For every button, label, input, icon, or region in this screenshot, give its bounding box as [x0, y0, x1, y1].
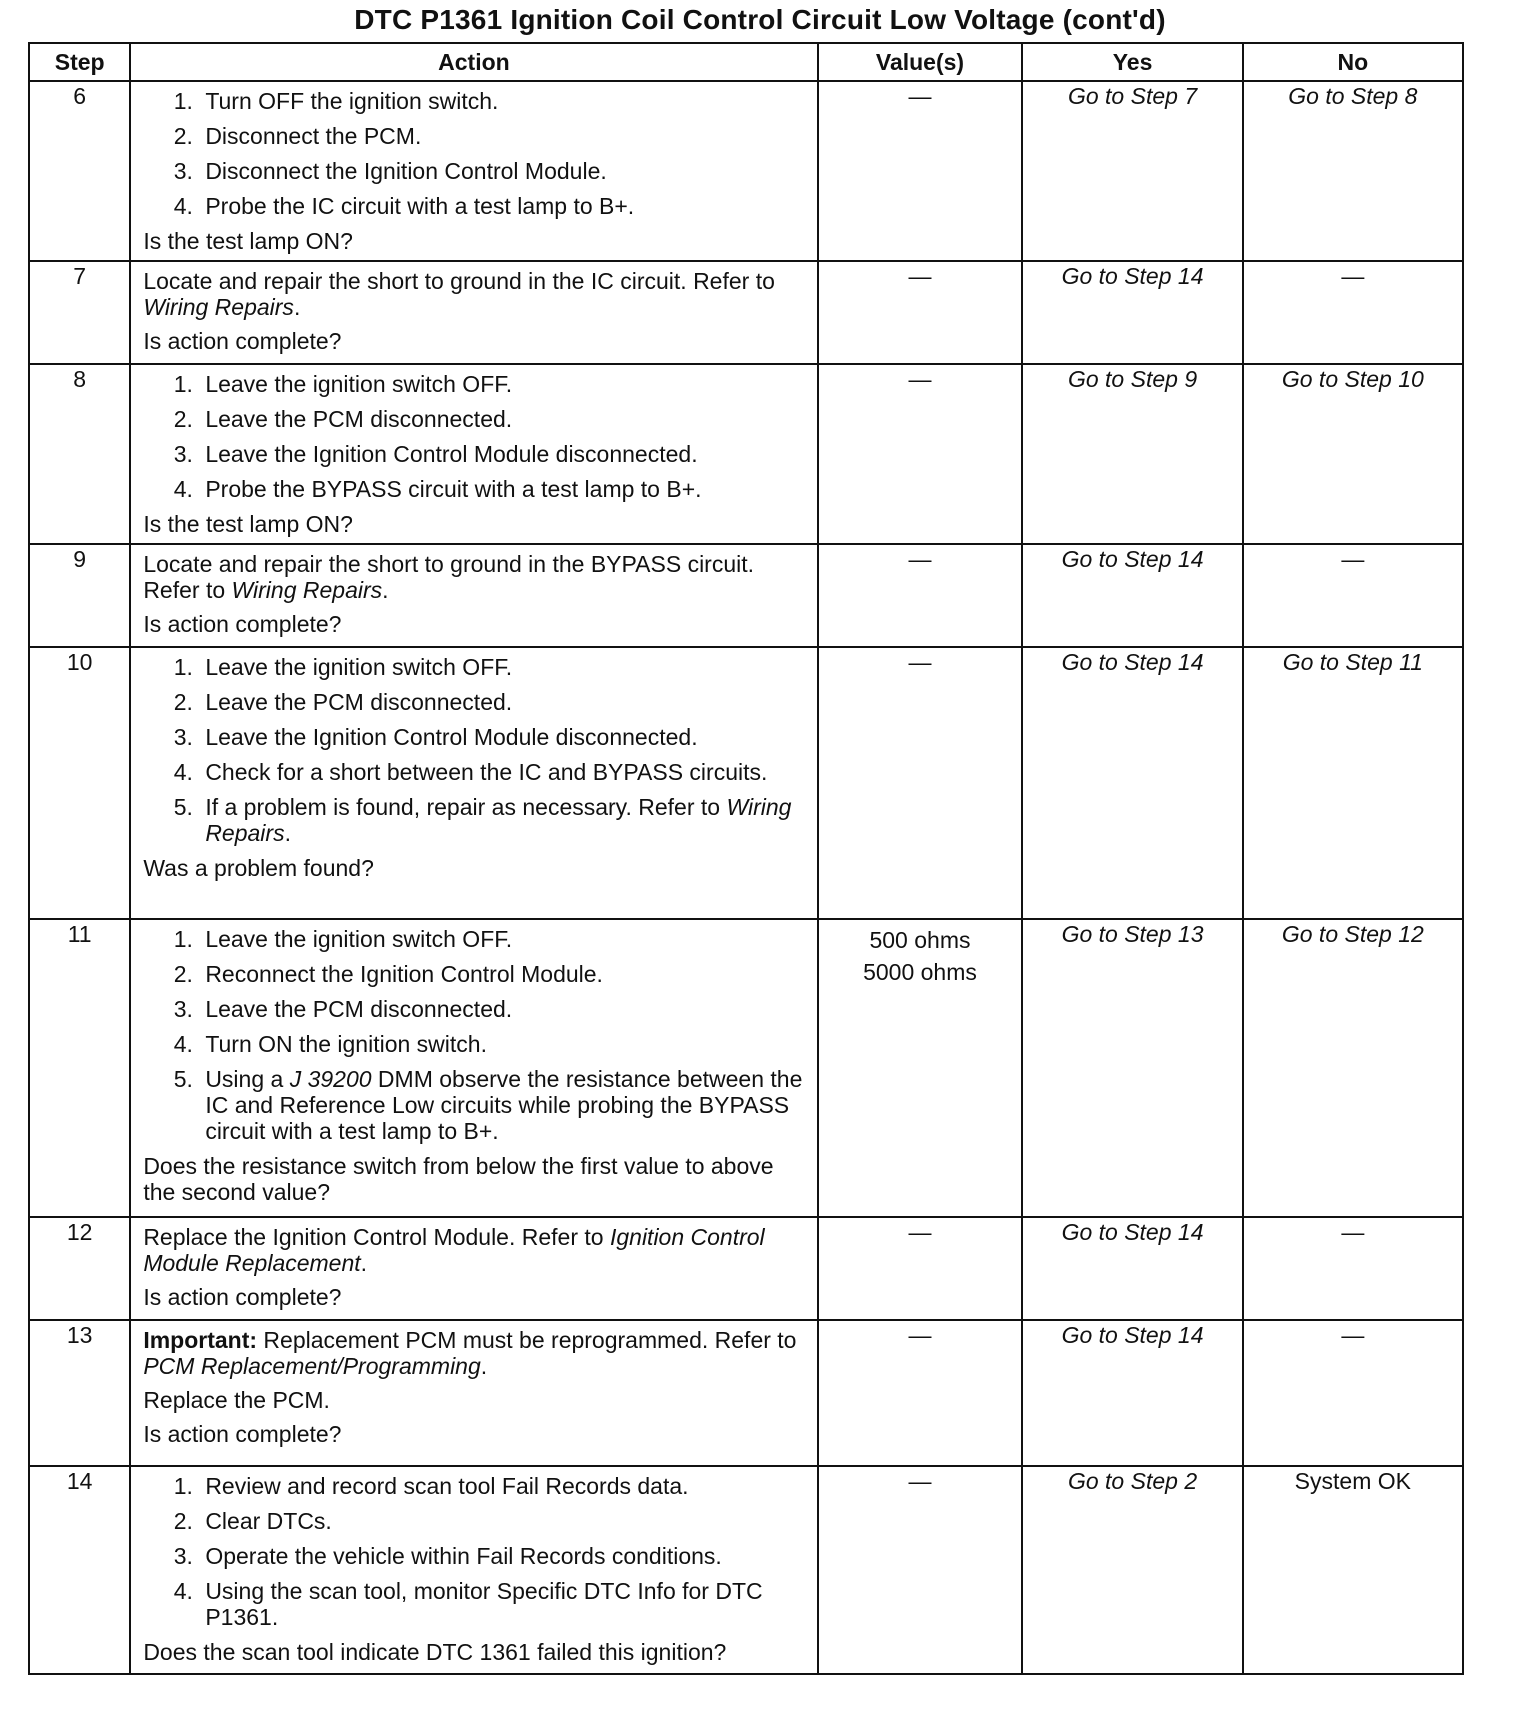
table-row — [29, 1466, 1463, 1674]
value-cell: — — [818, 1320, 1023, 1466]
action-text: Replace the Ignition Control Module. Refer to Ignition Control Module Replacement. — [143, 1224, 765, 1276]
no-cell: — — [1243, 261, 1463, 364]
list-item: 4. Turn ON the ignition switch. — [199, 1031, 806, 1057]
value-second: 5000 ohms — [863, 959, 977, 985]
question-text: Does the resistance switch from below the first value to above the second value? — [143, 1153, 774, 1205]
table-row — [29, 919, 1463, 1217]
yes-cell: Go to Step 7 — [1022, 81, 1242, 261]
step-number: 11 — [29, 919, 130, 1217]
step-number: 8 — [29, 364, 130, 544]
list-item: 3. Operate the vehicle within Fail Records conditions. — [199, 1543, 806, 1569]
step-number: 13 — [29, 1320, 130, 1466]
no-cell: — — [1243, 544, 1463, 647]
list-item: 1. Leave the ignition switch OFF. — [199, 926, 806, 952]
question-text: Is action complete? — [143, 1284, 342, 1310]
action-text: Locate and repair the short to ground in the IC circuit. Refer to Wiring Repairs. — [143, 268, 775, 320]
no-cell: Go to Step 12 — [1243, 919, 1463, 1217]
yes-cell: Go to Step 14 — [1022, 261, 1242, 364]
value-cell: — — [818, 1466, 1023, 1674]
yes-cell: Go to Step 9 — [1022, 364, 1242, 544]
list-item: 1. Leave the ignition switch OFF. — [199, 654, 806, 680]
table-row — [29, 81, 1463, 261]
yes-cell: Go to Step 14 — [1022, 647, 1242, 919]
action-cell — [130, 1217, 817, 1320]
list-item: 3. Leave the Ignition Control Module disconnected. — [199, 441, 806, 467]
question-text: Is the test lamp ON? — [143, 228, 353, 254]
action-cell — [130, 647, 817, 919]
action-list — [143, 654, 806, 846]
list-item: 3. Leave the Ignition Control Module disconnected. — [199, 724, 806, 750]
header-row — [29, 43, 1463, 81]
value-cell — [818, 919, 1023, 1217]
table-row — [29, 1320, 1463, 1466]
list-item: 5. If a problem is found, repair as necessary. Refer to Wiring Repairs. — [199, 794, 806, 846]
action-cell — [130, 1320, 817, 1466]
value-cell: — — [818, 261, 1023, 364]
header-yes: Yes — [1022, 43, 1242, 81]
action-cell — [130, 544, 817, 647]
action-text: Replace the PCM. — [143, 1387, 330, 1413]
action-cell — [130, 1466, 817, 1674]
important-label: Important: — [143, 1327, 258, 1353]
list-item: 1. Leave the ignition switch OFF. — [199, 371, 806, 397]
value-cell: — — [818, 544, 1023, 647]
list-item: 2. Disconnect the PCM. — [199, 123, 806, 149]
reference-link: PCM Replacement/Programming — [143, 1353, 481, 1379]
value-cell: — — [818, 1217, 1023, 1320]
table-row — [29, 544, 1463, 647]
value-cell: — — [818, 364, 1023, 544]
value-cell: — — [818, 647, 1023, 919]
list-item: 1. Review and record scan tool Fail Records data. — [199, 1473, 806, 1499]
yes-cell: Go to Step 14 — [1022, 1217, 1242, 1320]
list-item: 4. Using the scan tool, monitor Specific DTC Info for DTC P1361. — [199, 1578, 806, 1630]
no-cell: — — [1243, 1217, 1463, 1320]
value-first: 500 ohms — [869, 927, 971, 953]
header-step: Step — [29, 43, 130, 81]
value-cell: — — [818, 81, 1023, 261]
reference-link: Ignition Control Module Replacement — [143, 1224, 765, 1276]
list-item: 2. Clear DTCs. — [199, 1508, 806, 1534]
action-text: Important: Replacement PCM must be reprogrammed. Refer to PCM Replacement/Programming. — [143, 1327, 797, 1379]
question-text: Does the scan tool indicate DTC 1361 failed this ignition? — [143, 1639, 727, 1665]
list-item: 1. Turn OFF the ignition switch. — [199, 88, 806, 114]
no-cell: System OK — [1243, 1466, 1463, 1674]
action-cell — [130, 919, 817, 1217]
list-item: 4. Probe the BYPASS circuit with a test lamp to B+. — [199, 476, 806, 502]
action-cell — [130, 364, 817, 544]
yes-cell: Go to Step 14 — [1022, 1320, 1242, 1466]
yes-cell: Go to Step 14 — [1022, 544, 1242, 647]
yes-cell: Go to Step 13 — [1022, 919, 1242, 1217]
reference-link: Wiring Repairs — [205, 794, 792, 846]
list-item: 2. Leave the PCM disconnected. — [199, 689, 806, 715]
action-cell — [130, 261, 817, 364]
step-number: 6 — [29, 81, 130, 261]
list-item: 2. Leave the PCM disconnected. — [199, 406, 806, 432]
reference-link: Wiring Repairs — [143, 294, 294, 320]
step-number: 14 — [29, 1466, 130, 1674]
page-title: DTC P1361 Ignition Coil Control Circuit Low Voltage (cont'd) — [354, 4, 1166, 35]
question-text: Is the test lamp ON? — [143, 511, 353, 537]
step-number: 7 — [29, 261, 130, 364]
table-row — [29, 647, 1463, 919]
list-item: 5. Using a J 39200 DMM observe the resistance between the IC and Reference Low circuits while probing the BYPASS circuit with a test lamp to B+. — [199, 1066, 806, 1144]
question-text: Was a problem found? — [143, 855, 374, 881]
list-item: 3. Leave the PCM disconnected. — [199, 996, 806, 1022]
action-text: Locate and repair the short to ground in the BYPASS circuit. Refer to Wiring Repairs. — [143, 551, 755, 603]
step-number: 10 — [29, 647, 130, 919]
table-row — [29, 261, 1463, 364]
table-row — [29, 1217, 1463, 1320]
table-row — [29, 364, 1463, 544]
action-list — [143, 88, 806, 219]
list-item: 3. Disconnect the Ignition Control Module. — [199, 158, 806, 184]
header-values: Value(s) — [818, 43, 1023, 81]
header-no: No — [1243, 43, 1463, 81]
action-list — [143, 1473, 806, 1630]
yes-cell: Go to Step 2 — [1022, 1466, 1242, 1674]
question-text: Is action complete? — [143, 1421, 342, 1447]
list-item: 4. Probe the IC circuit with a test lamp to B+. — [199, 193, 806, 219]
tool-reference: J 39200 — [289, 1066, 372, 1092]
list-item: 4. Check for a short between the IC and BYPASS circuits. — [199, 759, 806, 785]
diagnostic-table — [28, 42, 1464, 1675]
action-cell — [130, 81, 817, 261]
question-text: Is action complete? — [143, 611, 342, 637]
no-cell: Go to Step 8 — [1243, 81, 1463, 261]
step-number: 12 — [29, 1217, 130, 1320]
no-cell: Go to Step 10 — [1243, 364, 1463, 544]
action-list — [143, 926, 806, 1144]
action-list — [143, 371, 806, 502]
list-item: 2. Reconnect the Ignition Control Module. — [199, 961, 806, 987]
question-text: Is action complete? — [143, 328, 342, 354]
header-action: Action — [130, 43, 817, 81]
step-number: 9 — [29, 544, 130, 647]
no-cell: Go to Step 11 — [1243, 647, 1463, 919]
no-cell: — — [1243, 1320, 1463, 1466]
reference-link: Wiring Repairs — [231, 577, 383, 603]
